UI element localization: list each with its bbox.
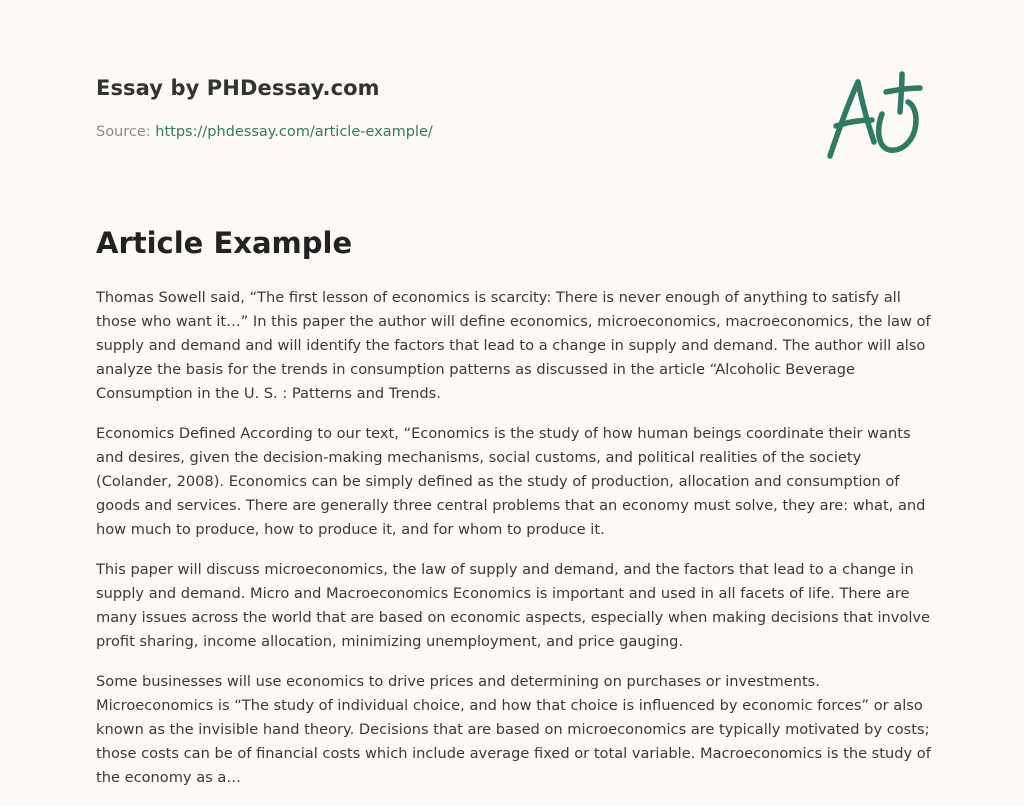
source-link[interactable]: https://phdessay.com/article-example/ — [155, 124, 433, 140]
article-paragraph: This paper will discuss microeconomics, the law of supply and demand, and the factors that lead to a change in supply and demand. Micro and Macroeconomics Economics is important and used in all facets of life. There are many issues across the world that are based on economic aspects, especially when making decisions that involve profit sharing, income allocation, minimizing unemployment, and price gauging. — [96, 561, 931, 650]
article-paragraph: Economics Defined According to our text, “Economics is the study of how human beings coordinate their wants and desires, given the decision-making mechanisms, social customs, and political realities of the society (Colander, 2008). Economics can be simply defined as the study of production, allocation and consumption of goods and services. There are generally three central problems that an economy must solve, they are: what, and how much to produce, how to produce it, and for whom to produce it. — [96, 425, 926, 538]
source-line — [96, 124, 433, 140]
source-label: Source: — [96, 124, 156, 140]
a-plus-logo-icon — [824, 68, 924, 164]
article-paragraph: Some businesses will use economics to drive prices and determining on purchases or investments. Microeconomics is “The study of individual choice, and how that choice is influenced by economic forces” or also known as the invisible hand theory. Decisions that are based on microeconomics are typically motivated by costs; those costs can be of financial costs which include average fixed or total variable. Macroeconomics is the study of the economy as a… — [96, 673, 931, 786]
article-body — [96, 286, 932, 806]
article-title: Article Example — [96, 226, 353, 260]
site-title: Essay by PHDessay.com — [96, 76, 380, 100]
article-paragraph: Thomas Sowell said, “The first lesson of economics is scarcity: There is never enough of anything to satisfy all those who want it…” In this paper the author will define economics, microeconomics, macroeconomics, the law of supply and demand and will identify the factors that lead to a change in supply and demand. The author will also analyze the basis for the trends in consumption patterns as discussed in the article “Alcoholic Beverage Consumption in the U. S. : Patterns and Trends. — [96, 289, 931, 402]
